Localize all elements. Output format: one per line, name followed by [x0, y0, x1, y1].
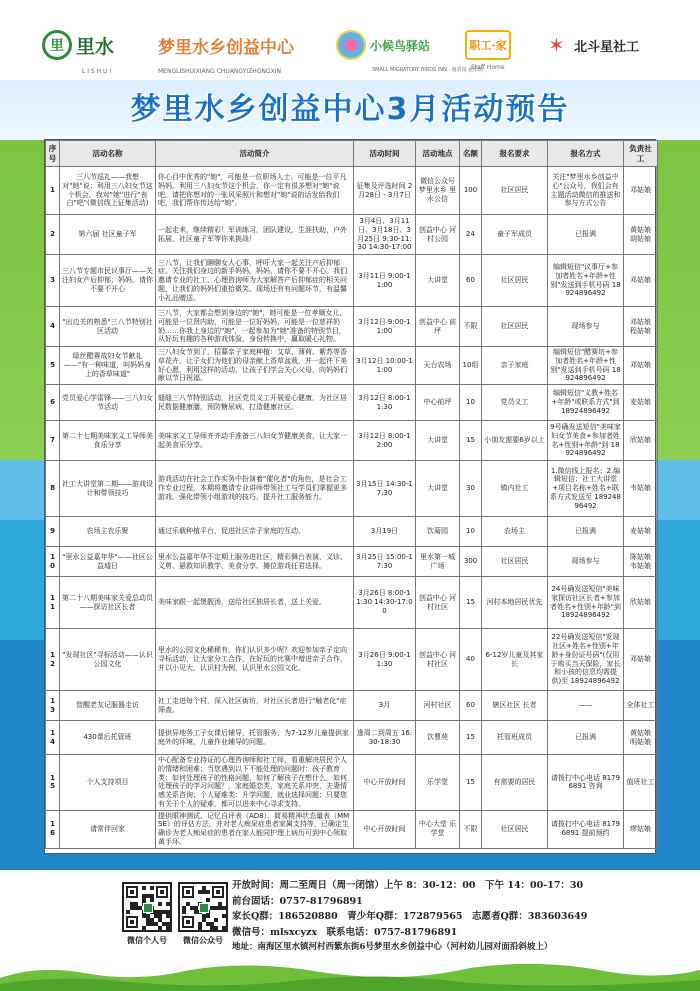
row-quota: 100: [460, 167, 482, 215]
qr-personal: [122, 882, 172, 932]
row-req: 亲子家庭: [482, 347, 548, 385]
row-intro: 提供异地务工子女课后辅导，托管服务，为7-12岁儿童提供家庭外的环境，儿童作业辅导的问题。: [156, 721, 354, 755]
table-header-row: [46, 141, 658, 167]
row-staff: 欣姑娘: [624, 421, 658, 461]
footer-line: 地址：南海区里水镇河村西紫东街6号梦里水乡创益中心（河村幼儿园对面沿斜坡上）: [232, 942, 553, 952]
footer-info: [232, 878, 700, 956]
row-staff: 欣姑娘: [624, 577, 658, 629]
row-req: 社区居民: [482, 167, 548, 215]
logo-bar: [0, 0, 700, 80]
row-req: 农场主: [482, 517, 548, 547]
row-quota: 不限: [460, 307, 482, 347]
row-intro: 你心目中优秀的"她"，可能是一位职场人士、可能是一位平凡妈妈。利用三八妇女节这个机会，你一定有很多想对"她"说吧。请把你想对的一张风采照片和想对"她"说的话发给我们吧，我们帮你传达给"她"。: [156, 167, 354, 215]
row-place: 乐学堂: [416, 755, 460, 811]
table-row: [46, 810, 658, 848]
row-num: 10: [46, 547, 60, 577]
row-req: 童子军成员: [482, 215, 548, 255]
row-method: 编辑短信"义教+姓名+年龄"或联系方式"到 18924896492: [548, 385, 624, 421]
row-time: 征集及评选时间 2月28日 - 3月7日: [354, 167, 416, 215]
row-staff: 邓姑娘: [624, 167, 658, 215]
row-quota: 15: [460, 721, 482, 755]
row-time: 中心开放时间: [354, 755, 416, 811]
row-name: 党员爱心学雷锋——三八妇女节活动: [60, 385, 156, 421]
lishui-logo-sub: L I S H U I: [82, 68, 112, 75]
row-num: 14: [46, 721, 60, 755]
row-num: 11: [46, 577, 60, 629]
row-time: 3月12日 10:00-11:00: [354, 347, 416, 385]
table-row: [46, 347, 658, 385]
row-time: 3月12日 8:00-12:00: [354, 421, 416, 461]
row-name: 个人支持项目: [60, 755, 156, 811]
row-req: 辖区社区 长者: [482, 691, 548, 721]
qr-public: [178, 882, 228, 932]
station-logo-text: 小候鸟驿站: [370, 38, 431, 53]
station-logo: [336, 28, 484, 73]
header-method: 报名方式: [548, 141, 624, 167]
row-staff: 麦姑娘: [624, 517, 658, 547]
staff-home-logo: [465, 28, 511, 71]
row-place: 创益中心 河村公园: [416, 215, 460, 255]
row-intro: 游戏活动在社会工作实务中扮演着"催化者"的角色，是社会工作专业过程，本期将邀请专业讲师带领社工与学员们掌握更多游戏、强化带领小组游戏的技巧，提升社工服务能力。: [156, 461, 354, 517]
row-intro: 里水公益嘉年华不定期上服务进社区，精彩舞台表演、义诊、义剪、悬救知识教学、美食分享、摊位游戏任君选择。: [156, 547, 354, 577]
row-num: 4: [46, 307, 60, 347]
row-quota: 30: [460, 461, 482, 517]
row-name: 绿丝醋赛故妇女节献礼——"有一种味道，叫妈妈身上的香草味道": [60, 347, 156, 385]
row-req: 社区居民: [482, 547, 548, 577]
row-place: 创益中心 河村社区: [416, 577, 460, 629]
row-time: 3月12日 8:00-11:30: [354, 385, 416, 421]
footer-line: 开放时间：周二至周日（周一闭馆）上午 8：30-12：00 下午 14：00-17：30: [232, 880, 584, 891]
row-method: 编辑短信"醋赛坊+参加者姓名+年龄+性别"发送到手机号码 18924896492: [548, 347, 624, 385]
row-method: 9号确发送短信"美味家妇女节美食+参加者姓名+性别+年龄"到 18924896492: [548, 421, 624, 461]
row-quota: 24: [460, 215, 482, 255]
beidou-logo: [548, 28, 639, 62]
row-name: 农场主农乐聚: [60, 517, 156, 547]
row-name: "里水公益嘉年华"——社区公益墟日: [60, 547, 156, 577]
header-quota: 名额: [460, 141, 482, 167]
row-method: 现场参与: [548, 307, 624, 347]
row-name: 三八节专题市民议事厅——关注妇女产后抑郁；妈妈，请你不要不开心: [60, 255, 156, 307]
staff-home-logo-sub: Staff Home: [471, 64, 505, 71]
row-intro: 提供眼神测试、记忆自评表（AD8）、简易精神状态量表（MMSE）的评估方法，并对老人痴呆症患者家属支持等，已确定生确诊为老人痴呆症的患者在家人能同护理上病历可到中心领取黄手环。: [156, 810, 354, 848]
table-row: [46, 547, 658, 577]
row-num: 8: [46, 461, 60, 517]
row-place: 大讲堂: [416, 421, 460, 461]
row-quota: 10: [460, 517, 482, 547]
row-name: 三八节巡礼——我想对"她"说；利用三八妇女节这个机会，我对"她"进行"表白"吧"(微信线上征集活动): [60, 167, 156, 215]
row-method: 请拨打中心电话 81796891 提前预约: [548, 810, 624, 848]
row-req: 有需要的居民: [482, 755, 548, 811]
row-method: 编辑短信"议事厅+参加者姓名+年龄+性别"发送到手机号码 18924896492: [548, 255, 624, 307]
row-num: 3: [46, 255, 60, 307]
row-name: "发现社区"寻标活动——认识公园文化: [60, 629, 156, 691]
table-row: [46, 517, 658, 547]
row-staff: 全体社工: [624, 691, 658, 721]
row-intro: 美味家跟一起煲靓汤，送给社区独居长者，送上关爱。: [156, 577, 354, 629]
row-time: 3月12日 9:00-11:00: [354, 307, 416, 347]
footer-line: 前台固话：0757-81796891: [232, 895, 363, 907]
row-num: 13: [46, 691, 60, 721]
row-req: 社区居民: [482, 307, 548, 347]
table-row: [46, 721, 658, 755]
table-row: [46, 307, 658, 347]
lishui-logo-text: 里水: [76, 35, 115, 58]
row-quota: 15: [460, 755, 482, 811]
activity-table: [44, 139, 656, 854]
row-place: 中心大堂 乐学堂: [416, 810, 460, 848]
row-time: 中心开放时间: [354, 810, 416, 848]
row-staff: 邓姑娘: [624, 255, 658, 307]
row-intro: 里水的公园文化稀稀有，你们认识多少呢？欢迎参加亲子定向寻标活动，让大家分工合作，在好玩的比赛中增进亲子合作，并以小见大，认识村为例，认识里水公园文化。: [156, 629, 354, 691]
row-method: 24号确发送短信"美味家探访社区长者+参加者姓名+性别+年龄"到 18924896492: [548, 577, 624, 629]
staff-home-logo-mark: 职工·家: [465, 30, 511, 60]
table-row: [46, 167, 658, 215]
row-req: 小朋友需要6岁以上: [482, 421, 548, 461]
row-intro: 社工走进每个村，深入社区街坊，对社区长者进行"触老化"症筛查。: [156, 691, 354, 721]
row-method: 现场参与: [548, 547, 624, 577]
row-place: 里水第一城广场: [416, 547, 460, 577]
beidou-logo-text: 北斗星社工: [574, 39, 640, 55]
row-time: 3月26日 8:00-11:30 14:30-17:00: [354, 577, 416, 629]
table-row: [46, 691, 658, 721]
row-staff: 陈姑娘 韦姑娘: [624, 547, 658, 577]
row-method: 请拨打中心电话 81796891 咨询: [548, 755, 624, 811]
row-staff: 邓姑娘: [624, 629, 658, 691]
row-staff: 黄姑娘 胡姑娘: [624, 215, 658, 255]
row-req: 党员义工: [482, 385, 548, 421]
row-staff: 韦姑娘: [624, 461, 658, 517]
row-staff: 黄姑娘 明姑娘: [624, 721, 658, 755]
row-time: 3月: [354, 691, 416, 721]
row-place: 饮曹苑: [416, 721, 460, 755]
row-place: 微信公众号 梦里水乡 里水公信: [416, 167, 460, 215]
row-place: 饮菊园: [416, 517, 460, 547]
station-logo-sub: SMALL MIGRATORY BIRDS INN · 南清园 童乐园: [372, 67, 484, 73]
row-quota: 40: [460, 629, 482, 691]
lishui-logo: [42, 28, 115, 75]
row-staff: 值班社工: [624, 755, 658, 811]
header-num: 序号: [46, 141, 60, 167]
row-method: 22号确发送短信"发现社区+姓名+性别+年龄+身份证号码"(仅用于购买当天保险，家长和小孩的信息均需提供)至 18924896492: [548, 629, 624, 691]
row-num: 2: [46, 215, 60, 255]
row-num: 15: [46, 755, 60, 811]
row-intro: 通过乐载种植平台，促进社区亲子家庭的互动。: [156, 517, 354, 547]
row-name: 请常伴回家: [60, 810, 156, 848]
row-time: 3月4日、3月11日、3月18日、3月25日 9:30-11:30 14:30-17:00: [354, 215, 416, 255]
header-req: 报名要求: [482, 141, 548, 167]
table-row: [46, 755, 658, 811]
row-method: 已报满: [548, 517, 624, 547]
row-place: 中心前坪: [416, 385, 460, 421]
page-title: 梦里水乡创益中心3月活动预告: [130, 92, 570, 127]
row-place: 大讲堂: [416, 461, 460, 517]
row-method: ——: [548, 691, 624, 721]
row-time: 3月11日 9:00-11:00: [354, 255, 416, 307]
center-logo-text: 梦里水乡创益中心: [158, 37, 294, 58]
header-intro: 活动简介: [156, 141, 354, 167]
row-quota: 60: [460, 255, 482, 307]
row-time: 3月19日: [354, 517, 416, 547]
qr-public-label: 微信公众号: [183, 936, 223, 945]
table-row: [46, 461, 658, 517]
row-place: 创益中心 前坪: [416, 307, 460, 347]
row-method: 已报满: [548, 215, 624, 255]
row-quota: 15: [460, 577, 482, 629]
row-place: 天台农场: [416, 347, 460, 385]
row-place: 创益中心 河村社区: [416, 629, 460, 691]
row-name: 第二十七期美味家义工导师美食乐分享: [60, 421, 156, 461]
row-method: 1.微信线上报名；2.编辑短信：社工大讲堂+项目名称+姓名+联系方式发送至 18924896492: [548, 461, 624, 517]
footer-line: 微信号：mlsxcyzx 联系电话：0757-81796891: [232, 926, 458, 938]
row-num: 16: [46, 810, 60, 848]
row-req: 河村本地居民优先: [482, 577, 548, 629]
row-time: 3月15日 14:30-17:30: [354, 461, 416, 517]
header-place: 活动地点: [416, 141, 460, 167]
row-place: 河村社区: [416, 691, 460, 721]
grass-decoration: [0, 960, 700, 991]
station-logo-mark: [336, 30, 366, 60]
lishui-logo-mark: 里: [42, 30, 72, 60]
row-name: 第六届 社区童子军: [60, 215, 156, 255]
row-intro: 缝缝三八节特别活动，社区党员义工开展爱心健康，为社区居民数据健康膳，预防糖尿病，打造健康社区。: [156, 385, 354, 421]
footer-line: 家长Q群：186520880 青少年Q群：172879565 志愿者Q群：383603649: [232, 911, 588, 922]
row-name: 智醒老友记服器走访: [60, 691, 156, 721]
row-num: 5: [46, 347, 60, 385]
row-method: 关注"梦里水乡创益中心"公众号，我们会有主题活动微信的推送和参与方式公告: [548, 167, 624, 215]
table-row: [46, 629, 658, 691]
row-quota: 不限: [460, 810, 482, 848]
qr-personal-label: 微信个人号: [127, 936, 167, 945]
row-method: 已报满: [548, 721, 624, 755]
row-name: 社工大讲堂第二期——游戏设计和带领技巧: [60, 461, 156, 517]
center-logo: [158, 28, 294, 75]
table-row: [46, 215, 658, 255]
row-intro: 中心配备专业持证的心理咨询师和社工师，看重解决居民个人的情绪和困难；当您遇到以下不能处理的问题时：孩子教育类：如何处理孩子的性格问题，如何了解孩子在想什么。如何处理孩子的学习问题？，家庭婚恋类，家庭关系冲突，夫妻情感关系咨询；个人疑难类：升学问题，就业选择问题；只要您有关于个人的疑难，都可以进来中心寻求支持。: [156, 755, 354, 811]
table-row: [46, 255, 658, 307]
table-row: [46, 421, 658, 461]
row-num: 7: [46, 421, 60, 461]
row-time: 3月26日 9:00-11:30: [354, 629, 416, 691]
row-intro: 三八节，让我们聊聊女人心事，呼吁大家一起关注产后抑郁症。关注我们身边的新手妈妈。妈妈，请你不要不开心。我们邀请专业的社工、心理咨询师为大家解答产后抑郁症的相关问题，让我们的妈妈们重拾微笑。现场还有有问题环节，有温馨小礼品赠送。: [156, 255, 354, 307]
table-row: [46, 385, 658, 421]
row-name: 第二十八期美味家关爱总动员——探访社区长者: [60, 577, 156, 629]
row-req: 6-12岁儿童及其家长: [482, 629, 548, 691]
row-req: 社区居民: [482, 255, 548, 307]
row-req: 社区居民: [482, 810, 548, 848]
row-quota: 15: [460, 421, 482, 461]
row-num: 12: [46, 629, 60, 691]
row-name: 430课后托管班: [60, 721, 156, 755]
table-row: [46, 577, 658, 629]
row-quota: 10组: [460, 347, 482, 385]
row-name: "出边关的熟悉"三八节特别社区活动: [60, 307, 156, 347]
row-req: 镇内社工: [482, 461, 548, 517]
row-quota: 60: [460, 691, 482, 721]
row-intro: 三八妇女节到了，招募亲子家庭种植：艾草、薄荷、紫苏等香草花卉，让子女们为他们的母亲献上香草盆栽，并一起许下美好心愿，利用这样的活动，让孩子们学会关心父母，向妈妈们献以节日祝福。: [156, 347, 354, 385]
row-staff: 麦姑娘: [624, 385, 658, 421]
row-intro: 美味家义工导师齐齐动手准备三八妇女节健康美食，让大家一起美食乐分享。: [156, 421, 354, 461]
row-quota: 10: [460, 385, 482, 421]
header-name: 活动名称: [60, 141, 156, 167]
star-icon: ✶: [548, 33, 565, 57]
row-time: 逢周二到周五 16:30-18:30: [354, 721, 416, 755]
row-num: 6: [46, 385, 60, 421]
row-time: 3月25日 15:00-17:30: [354, 547, 416, 577]
row-num: 9: [46, 517, 60, 547]
row-intro: 一起走来，继续精彩！军训练习，团队建设，生涯扶助，户外拓展，社区童子军等你来挑战！: [156, 215, 354, 255]
header-time: 活动时间: [354, 141, 416, 167]
row-num: 1: [46, 167, 60, 215]
row-intro: 三八节，大家都会想到身边的"她"，她可能是一位孝顺女儿，可能是一位贤内助，可能是一位好妈妈，可能是一位慈祥奶奶……你我上身边的"她"，一起参加为"她"准备的特别节目，从好玩有趣的各种游戏体验，身份转换中，赢取暖心礼物。: [156, 307, 354, 347]
header-staff: 负责社工: [624, 141, 658, 167]
row-req: 托管班成员: [482, 721, 548, 755]
row-place: 大讲堂: [416, 255, 460, 307]
row-staff: 缪姑娘: [624, 810, 658, 848]
center-logo-sub: MENGLISHUIXIANG CHUANGYIZHONGXIN: [158, 68, 282, 75]
row-staff: 邓姑娘: [624, 347, 658, 385]
row-quota: 300: [460, 547, 482, 577]
row-staff: 邓姑娘 程姑娘: [624, 307, 658, 347]
